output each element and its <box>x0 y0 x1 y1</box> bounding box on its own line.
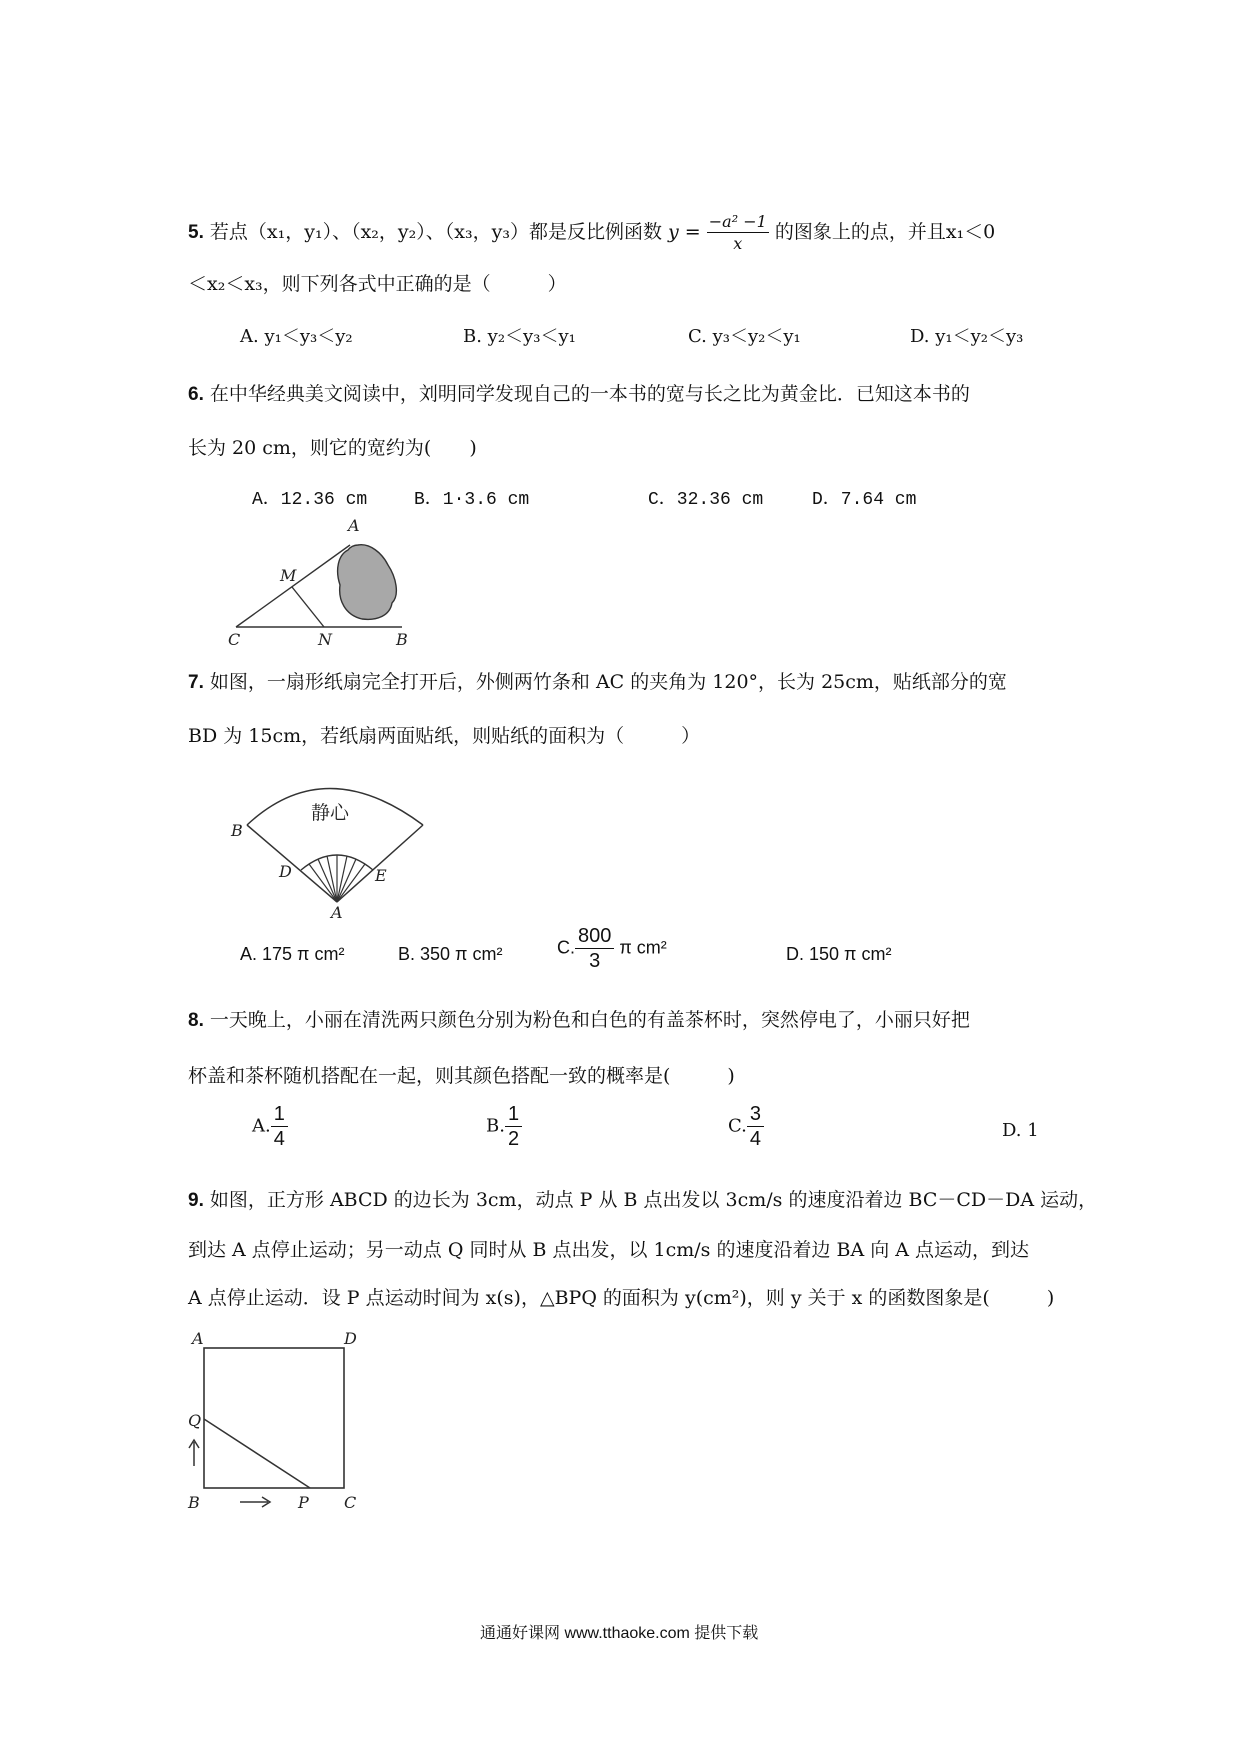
q6-number: 6. <box>188 384 204 405</box>
q9-label-b: B <box>188 1493 200 1512</box>
q7-option-c <box>557 926 667 971</box>
q5-option-b: B. y₂＜y₃＜y₁ <box>463 326 576 347</box>
q7-option-c-denominator: 3 <box>589 950 601 972</box>
q7-option-b: B. 350 π cm² <box>398 944 503 964</box>
q8-option-a <box>252 1104 288 1149</box>
q9-label-d: D <box>344 1329 357 1348</box>
q9-line2: 到达 A 点停止运动；另一动点 Q 同时从 B 点出发，以 1cm/s 的速度沿着边 BA 向 A 点运动，到达 <box>188 1239 1030 1261</box>
q5-func-lhs: y = <box>668 221 701 243</box>
q7-label-e: E <box>375 866 387 885</box>
q6-label-b: B <box>396 630 408 649</box>
q9-arrow-right-icon <box>240 1497 270 1507</box>
q9-arrow-up-icon <box>189 1440 199 1466</box>
q7-fan-figure <box>225 762 435 927</box>
q5-function-fraction <box>707 214 769 252</box>
q7-line2: BD 为 15cm，若纸扇两面贴纸，则贴纸的面积为（ ） <box>188 725 701 747</box>
q9-square-abcd <box>204 1348 344 1488</box>
q8-option-a-fraction <box>271 1104 288 1149</box>
q8-number: 8. <box>188 1010 204 1031</box>
q7-label-d: D <box>279 862 292 881</box>
q7-number: 7. <box>188 672 204 693</box>
q9-line3: A 点停止运动．设 P 点运动时间为 x(s)，△BPQ 的面积为 y(cm²)，则 y 关于 x 的函数图象是( ) <box>188 1287 1055 1309</box>
q8-option-c-numerator: 3 <box>747 1104 764 1127</box>
q6-option-a: A．12.36 cm <box>252 490 368 510</box>
q5-option-d: D. y₁＜y₂＜y₃ <box>910 326 1024 347</box>
q6-triangle-figure <box>220 515 420 650</box>
page-footer: 通通好课网 www.tthaoke.com 提供下载 <box>480 1625 759 1642</box>
q8-option-b-prefix: B. <box>486 1115 505 1137</box>
q7-option-c-suffix: π cm² <box>619 937 667 958</box>
q7-fan-text: 静心 <box>311 802 350 824</box>
q5-number: 5. <box>188 222 204 243</box>
q9-square-figure <box>186 1326 376 1516</box>
q7-left-rib <box>247 825 337 902</box>
q9-label-q: Q <box>188 1411 202 1430</box>
q6-option-c: C．32.36 cm <box>648 490 764 510</box>
q8-option-c-denominator: 4 <box>749 1128 761 1150</box>
q7-fan-ribs <box>309 855 365 902</box>
q8-line1 <box>188 1006 970 1035</box>
q9-label-c: C <box>344 1493 357 1512</box>
q7-option-c-numerator: 800 <box>575 926 614 949</box>
q7-label-b: B <box>231 821 243 840</box>
q8-option-c-prefix: C. <box>728 1115 747 1137</box>
q8-text-line1: 一天晚上，小丽在清洗两只颜色分别为粉色和白色的有盖茶杯时，突然停电了，小丽只好把 <box>209 1009 970 1031</box>
q5-text-before: 若点（x₁，y₁）、（x₂，y₂）、（x₃，y₃）都是反比例函数 <box>209 221 662 243</box>
q8-option-b-denominator: 2 <box>507 1128 520 1150</box>
q8-option-c-fraction <box>747 1104 764 1149</box>
q5-text-after: 的图象上的点，并且x₁＜0 <box>774 221 996 243</box>
q7-option-d: D. 150 π cm² <box>786 944 892 964</box>
q6-line2: 长为 20 cm，则它的宽约为( ) <box>188 437 477 459</box>
q8-option-a-numerator: 1 <box>271 1104 288 1127</box>
q7-right-rib <box>337 825 423 902</box>
q6-label-n: N <box>318 630 332 649</box>
q9-label-p: P <box>298 1493 309 1512</box>
q9-text-line1: 如图，正方形 ABCD 的边长为 3cm，动点 P 从 B 点出发以 3cm/s 的速度沿着边 BC－CD－DA 运动， <box>209 1189 1098 1211</box>
q9-label-a: A <box>192 1329 204 1348</box>
q7-option-a: A. 175 π cm² <box>240 944 345 964</box>
q6-text-line1: 在中华经典美文阅读中，刘明同学发现自己的一本书的宽与长之比为黄金比．已知这本书的 <box>209 383 970 405</box>
q5-option-a: A. y₁＜y₃＜y₂ <box>240 326 353 347</box>
q8-option-d: D. 1 <box>1002 1120 1039 1141</box>
q6-label-a: A <box>348 516 360 535</box>
q9-line1 <box>188 1186 1097 1215</box>
q6-option-d: D．7.64 cm <box>812 490 917 510</box>
q6-label-c: C <box>228 630 241 649</box>
q8-option-b-numerator: 1 <box>505 1104 522 1127</box>
q5-option-c: C. y₃＜y₂＜y₁ <box>688 326 801 347</box>
q6-pond-shape <box>338 545 397 620</box>
q9-segment-qp <box>204 1419 310 1488</box>
q9-number: 9. <box>188 1190 204 1211</box>
q8-option-b <box>486 1104 522 1149</box>
q8-option-b-fraction <box>505 1104 522 1149</box>
q6-segment-mn <box>292 587 324 627</box>
q8-option-a-prefix: A. <box>252 1115 271 1137</box>
q8-option-c <box>728 1104 764 1149</box>
q7-option-c-fraction <box>575 926 614 971</box>
q5-func-numerator: −a² −1 <box>708 212 767 231</box>
q6-line1 <box>188 380 970 409</box>
q7-option-c-prefix: C. <box>557 937 575 958</box>
q7-text-line1: 如图，一扇形纸扇完全打开后，外侧两竹条和 AC 的夹角为 120°，长为 25cm，贴纸部分的宽 <box>209 671 1007 693</box>
q6-option-b: B．1·3.6 cm <box>414 490 530 510</box>
q8-line2: 杯盖和茶杯随机搭配在一起，则其颜色搭配一致的概率是( ) <box>188 1065 735 1087</box>
q6-label-m: M <box>280 566 297 585</box>
q7-label-a: A <box>331 903 343 922</box>
q5-func-denominator: x <box>733 234 743 253</box>
q8-option-a-denominator: 4 <box>273 1128 285 1150</box>
q6-segment-ca <box>236 545 350 627</box>
q7-line1 <box>188 668 1007 697</box>
q5-line1 <box>188 214 995 252</box>
q5-line2: ＜x₂＜x₃，则下列各式中正确的是（ ） <box>188 273 567 295</box>
